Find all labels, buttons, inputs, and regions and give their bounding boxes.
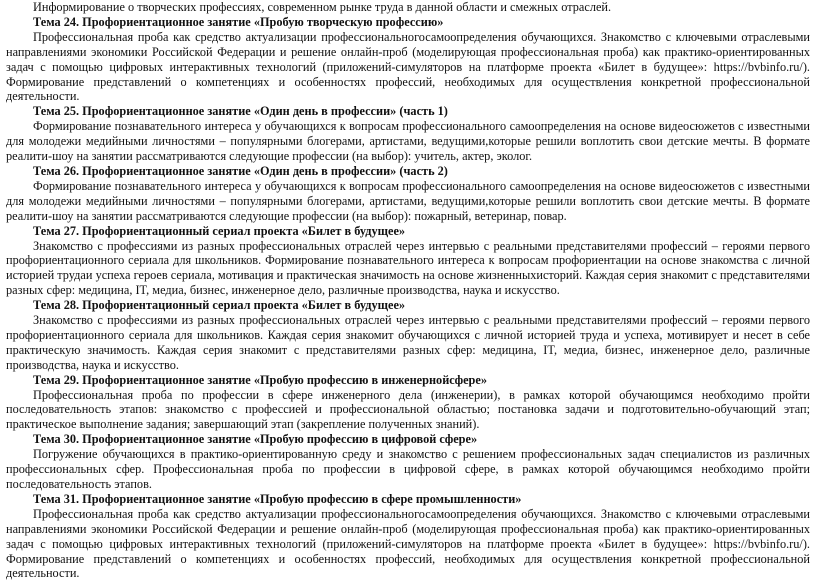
topic-26-text: Формирование познавательного интереса у обучающихся к вопросам профессионального самоопределения на основе видеосюжетов с известными для молодежи медийными личностями – популярными блогерами, артистами, ведущими,которые решили воплотить свои детские мечты. В формате реалити-шоу на занятии рассматриваются следующие профессии (на выбор): пожарный, ветеринар, повар.	[6, 178, 810, 223]
topic-29-title: Тема 29. Профориентационное занятие «Пробую профессию в инженернойсфере»	[33, 372, 487, 387]
intro-paragraph: Информирование о творческих профессиях, современном рынке труда в данной области и смежных отраслей.	[33, 0, 612, 14]
topic-25-title: Тема 25. Профориентационное занятие «Один день в профессии» (часть 1)	[33, 104, 448, 119]
topic-25-text: Формирование познавательного интереса у обучающихся к вопросам профессионального самоопределения на основе видеосюжетов с известными для молодежи медийными личностями – популярными блогерами, артистами, ведущими,которые решили воплотить свои детские мечты. В формате реалити-шоу на занятии рассматриваются следующие профессии (на выбор): учитель, актер, эколог.	[6, 119, 810, 164]
topic-29-text: Профессиональная проба по профессии в сфере инженерного дела (инженерии), в рамках которой обучающимся необходимо пройти последовательность этапов: знакомство с профессией и профессиональной областью; постановка задачи и подготовительно-обучающий этап; практическое выполнение задания; завершающий этап (закрепление полученных знаний).	[6, 387, 810, 432]
topic-31-text: Профессиональная проба как средство актуализации профессиональногосамоопределения обучающихся. Знакомство с ключевыми отраслевыми направлениями экономики Российской Федерации и решение онлайн-проб (моделирующая профессиональная проба) как практико-ориентированных задач с помощью цифровых интерактивных технологий (приложений-симуляторов на платформе проекта «Билет в будущее»: https://bvbinfo.ru/). Формирование представлений о компетенциях и особенностях профессий, необходимых для осуществления конкретной профессиональной деятельности.	[6, 506, 810, 581]
topic-24-title: Тема 24. Профориентационное занятие «Пробую творческую профессию»	[33, 14, 444, 29]
topic-27-title: Тема 27. Профориентационный сериал проекта «Билет в будущее»	[33, 223, 406, 238]
topic-30-text: Погружение обучающихся в практико-ориентированную среду и знакомство с решением профессиональных задач специалистов из различных профессиональных сфер. Профессиональная проба по профессии в цифровой сфере, в рамках которой обучающимся необходимо пройти последовательность этапов.	[6, 447, 810, 491]
topic-28-text: Знакомство с профессиями из разных профессиональных отраслей через интервью с реальными представителями профессий – героями первого профориентационного сериала для школьников. Каждая серия знакомит обучающихся с личной историей труда и успеха, мотивирует и несет в себе практическую значимость. Каждая серия знакомит с представителями разных сфер: медицина, IT, медиа, бизнес, инженерное дело, различные производства, наука и искусство.	[6, 313, 810, 372]
topic-26-title: Тема 26. Профориентационное занятие «Один день в профессии» (часть 2)	[33, 163, 448, 178]
topic-24-text: Профессиональная проба как средство актуализации профессиональногосамоопределения обучающихся. Знакомство с ключевыми отраслевыми направлениями экономики Российской Федерации и решение онлайн-проб (моделирующая профессиональная проба) как практико-ориентированных задач с помощью цифровых интерактивных технологий (приложений-симуляторов на платформе проекта «Билет в будущее»: https://bvbinfo.ru/). Формирование представлений о компетенциях и особенностях профессий, необходимых для осуществления конкретной профессиональной деятельности.	[6, 29, 810, 104]
topic-30-title: Тема 30. Профориентационное занятие «Пробую профессию в цифровой сфере»	[33, 432, 478, 447]
topic-28-title: Тема 28. Профориентационный сериал проекта «Билет в будущее»	[33, 298, 406, 313]
topic-31-title: Тема 31. Профориентационное занятие «Пробую профессию в сфере промышленности»	[33, 491, 522, 506]
topic-27-text: Знакомство с профессиями из разных профессиональных отраслей через интервью с реальными представителями профессий – героями первого профориентационного сериала для школьников. Формирование познавательного интереса к вопросам профориентации на основе знакомства с личной историей трудаи успеха героев сериала, мотивация и практическая значимость на основе жизненныхисторий. Каждая серия знакомит с представителями разных сфер: медицина, IT, медиа, бизнес, инженерное дело, различные производства, наука и искусство.	[6, 238, 810, 298]
